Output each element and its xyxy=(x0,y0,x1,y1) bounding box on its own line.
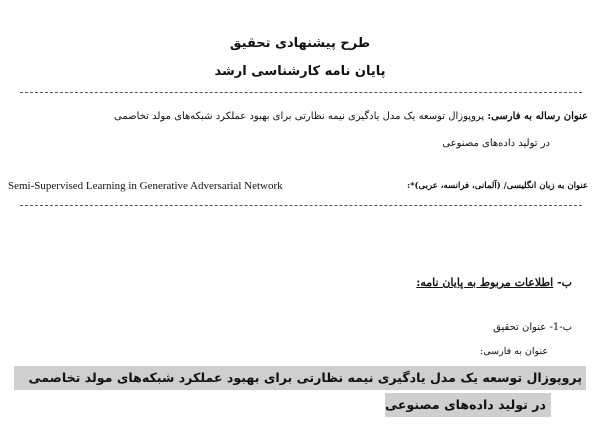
document-title: طرح پیشنهادی تحقیق xyxy=(229,36,371,51)
thesis-title-fa-line1: پروپوزال توسعه یک مدل یادگیری نیمه نظارتی برای بهبود عملکرد شبکه‌های مولد تخاصمی xyxy=(114,111,485,122)
item-b1-heading: ب-1- عنوان تحقیق xyxy=(493,322,572,333)
item-b1-title-line1: پروپوزال توسعه یک مدل یادگیری نیمه نظارتی برای بهبود عملکرد شبکه‌های مولد تخاصمی xyxy=(28,370,582,385)
thesis-title-fa-row xyxy=(114,111,588,122)
thesis-title-en-label: عنوان به زبان انگلیسی/ (آلمانی، فرانسه، عربی)*: xyxy=(406,181,588,191)
section-b-heading xyxy=(416,276,572,289)
thesis-title-fa-label: عنوان رساله به فارسی: xyxy=(487,111,588,122)
thesis-title-en-value: Semi-Supervised Learning in Generative Adversarial Network xyxy=(8,180,283,192)
thesis-title-fa-line2: در تولید داده‌های مصنوعی xyxy=(442,138,550,149)
divider-bottom xyxy=(20,205,582,206)
document-subtitle: پایان نامه کارشناسی ارشد xyxy=(214,64,386,79)
section-b-title: اطلاعات مربوط به پایان نامه: xyxy=(416,276,554,289)
divider-top xyxy=(20,92,582,93)
item-b1-fa-label: عنوان به فارسی: xyxy=(480,346,548,357)
item-b1-title-line2: در تولید داده‌های مصنوعی xyxy=(385,397,546,412)
section-b-prefix: ب- xyxy=(557,276,572,289)
